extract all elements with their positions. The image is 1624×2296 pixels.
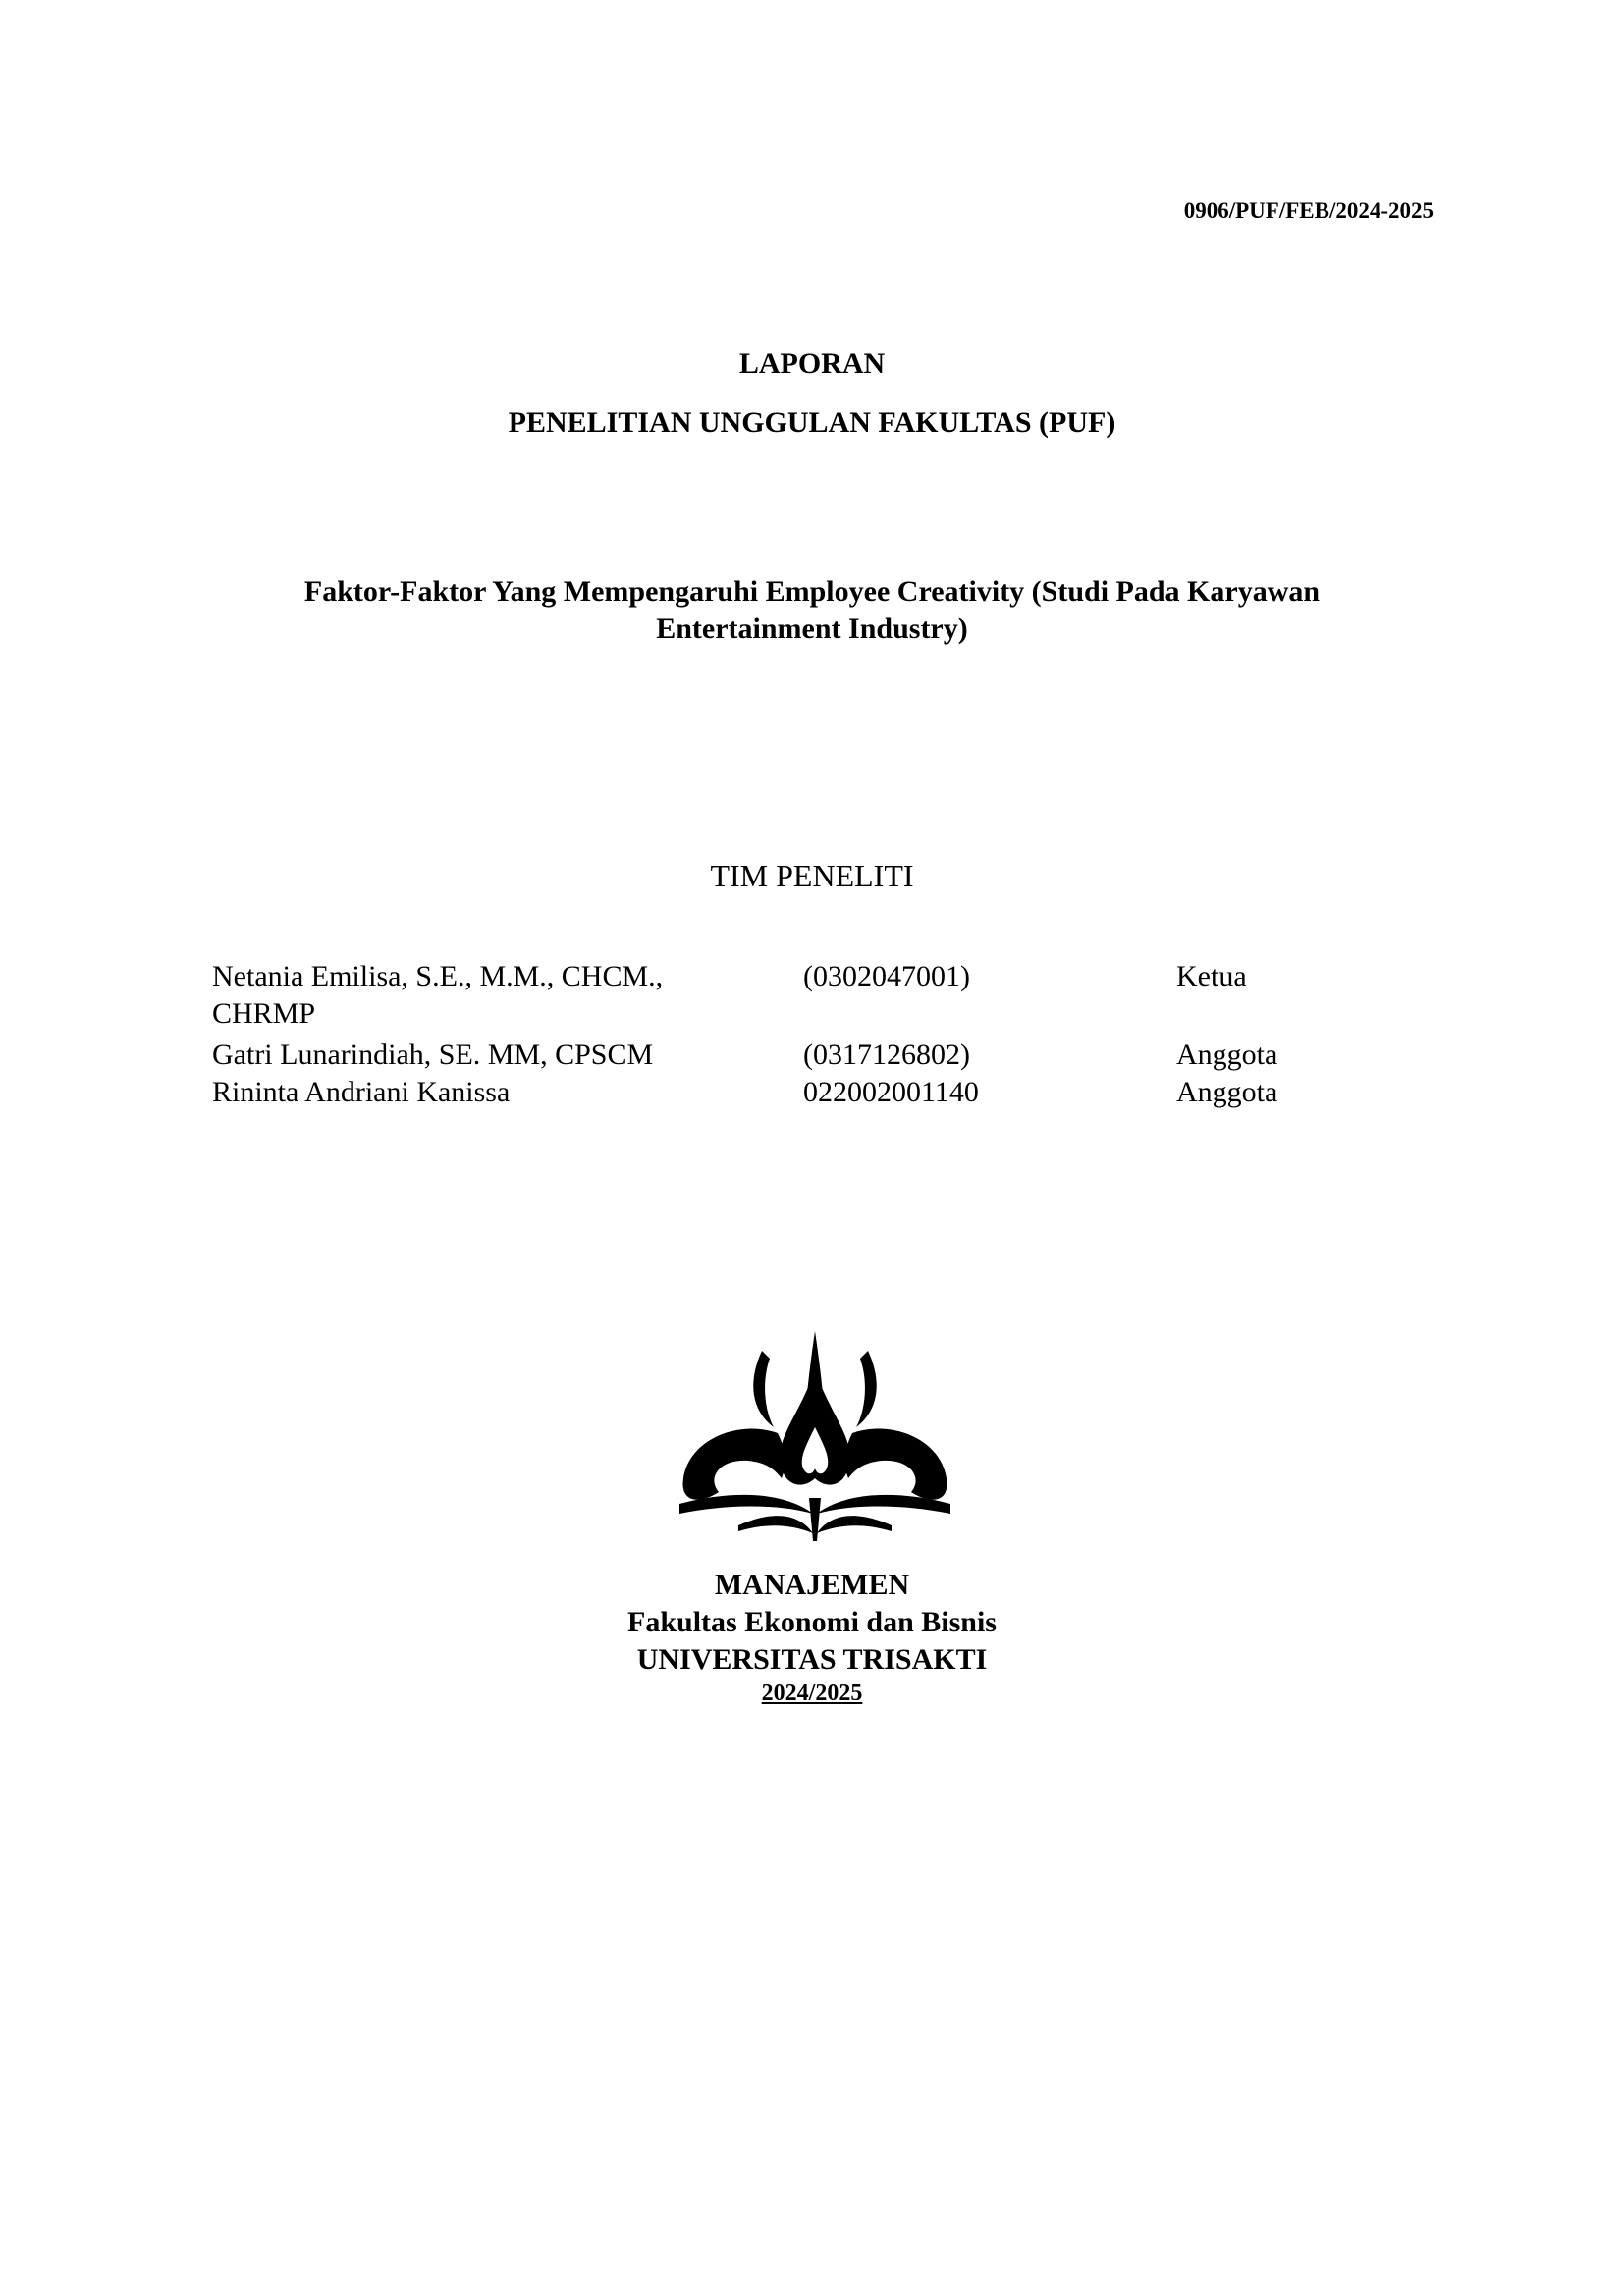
trisakti-university-emblem-icon (679, 1331, 950, 1543)
team-member-name: Rininta Andriani Kanissa (212, 1076, 511, 1108)
team-heading: TIM PENELITI (710, 858, 914, 893)
research-title (216, 573, 1408, 648)
report-subtitle: PENELITIAN UNGGULAN FAKULTAS (PUF) (508, 406, 1116, 439)
team-member-id: (0317126802) (803, 1039, 970, 1071)
institution-block (0, 1567, 1624, 1708)
report-title: LAPORAN (738, 347, 886, 380)
research-title-line-2: Entertainment Industry) (656, 613, 968, 645)
department-name: MANAJEMEN (714, 1569, 910, 1601)
team-member-id: 022002001140 (803, 1076, 979, 1108)
research-title-line-1: Faktor-Faktor Yang Mempengaruhi Employee Creativity (Studi Pada Karyawan (303, 575, 1321, 608)
team-member-role: Ketua (1176, 960, 1247, 992)
team-member-id: (0302047001) (803, 960, 970, 992)
document-number: 0906/PUF/FEB/2024-2025 (1183, 198, 1434, 223)
team-member-name (212, 958, 762, 1033)
team-member-name-line-2: CHRMP (212, 997, 316, 1030)
team-member-role: Anggota (1176, 1039, 1278, 1071)
academic-year: 2024/2025 (761, 1681, 863, 1706)
team-member-name: Gatri Lunarindiah, SE. MM, CPSCM (212, 1039, 654, 1071)
university-name: UNIVERSITAS TRISAKTI (636, 1643, 988, 1676)
team-member-name-line-1: Netania Emilisa, S.E., M.M., CHCM., (212, 960, 664, 992)
team-member-role: Anggota (1176, 1076, 1278, 1108)
faculty-name: Fakultas Ekonomi dan Bisnis (627, 1606, 997, 1638)
